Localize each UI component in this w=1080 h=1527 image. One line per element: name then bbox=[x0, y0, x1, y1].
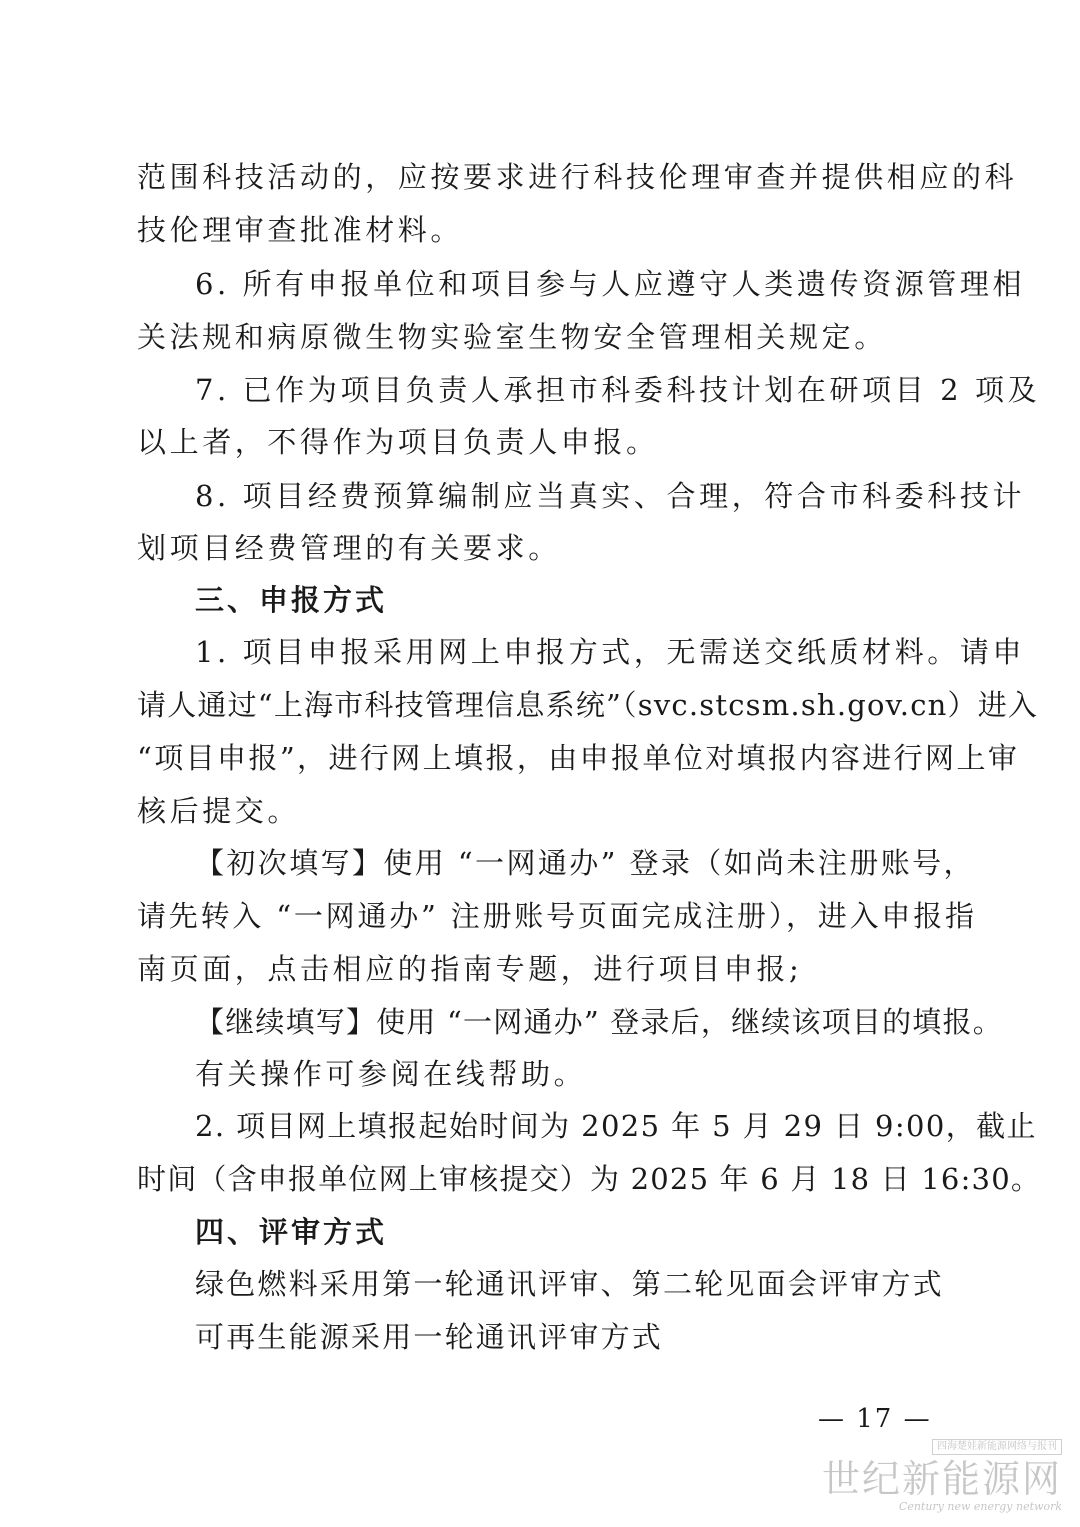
text-line: 【继续填写】使用 “一网通办” 登录后，继续该项目的填报。 bbox=[195, 1005, 1003, 1039]
page-number: — 17 — bbox=[818, 1404, 932, 1434]
text-line: “项目申报”，进行网上填报，由申报单位对填报内容进行网上审 bbox=[137, 741, 1020, 775]
watermark-english-text: Century new energy network bbox=[898, 1500, 1062, 1513]
text-line: 技伦理审查批准材料。 bbox=[137, 213, 464, 247]
text-line: 核后提交。 bbox=[137, 794, 301, 828]
watermark-small-text: 四海楚娃新能源网络与报刊 bbox=[932, 1439, 1062, 1455]
text-line: 【初次填写】使用 “一网通办” 登录（如尚未注册账号， bbox=[195, 846, 975, 880]
text-line: 关法规和病原微生物实验室生物安全管理相关规定。 bbox=[137, 320, 887, 354]
text-line: 8. 项目经费预算编制应当真实、合理，符合市科委科技计 bbox=[195, 479, 1026, 513]
text-line: 以上者，不得作为项目负责人申报。 bbox=[137, 425, 659, 459]
watermark-main-text: 世纪新能源网 bbox=[822, 1457, 1063, 1501]
text-line: 南页面，点击相应的指南专题，进行项目申报; bbox=[137, 952, 803, 986]
text-line: 范围科技活动的，应按要求进行科技伦理审查并提供相应的科 bbox=[137, 160, 1018, 194]
text-line: 1. 项目申报采用网上申报方式，无需送交纸质材料。请申 bbox=[195, 635, 1026, 669]
text-line: 2. 项目网上填报起始时间为 2025 年 5 月 29 日 9:00，截止 bbox=[195, 1109, 1037, 1143]
section-heading: 四、评审方式 bbox=[195, 1215, 388, 1249]
text-line: 请人通过“上海市科技管理信息系统”（svc.stcsm.sh.gov.cn）进入 bbox=[137, 688, 1039, 722]
text-line: 7. 已作为项目负责人承担市科委科技计划在研项目 2 项及 bbox=[195, 373, 1041, 407]
section-heading: 三、申报方式 bbox=[195, 583, 388, 617]
text-line: 有关操作可参阅在线帮助。 bbox=[195, 1057, 587, 1091]
text-line: 6. 所有申报单位和项目参与人应遵守人类遗传资源管理相 bbox=[195, 267, 1026, 301]
text-line: 可再生能源采用一轮通讯评审方式 bbox=[195, 1320, 664, 1354]
text-line: 绿色燃料采用第一轮通讯评审、第二轮见面会评审方式 bbox=[195, 1267, 944, 1301]
text-line: 请先转入 “一网通办” 注册账号页面完成注册），进入申报指 bbox=[137, 899, 977, 933]
text-line: 划项目经费管理的有关要求。 bbox=[137, 531, 561, 565]
watermark bbox=[822, 1434, 1062, 1513]
text-line: 时间（含申报单位网上审核提交）为 2025 年 6 月 18 日 16:30。 bbox=[137, 1162, 1042, 1196]
